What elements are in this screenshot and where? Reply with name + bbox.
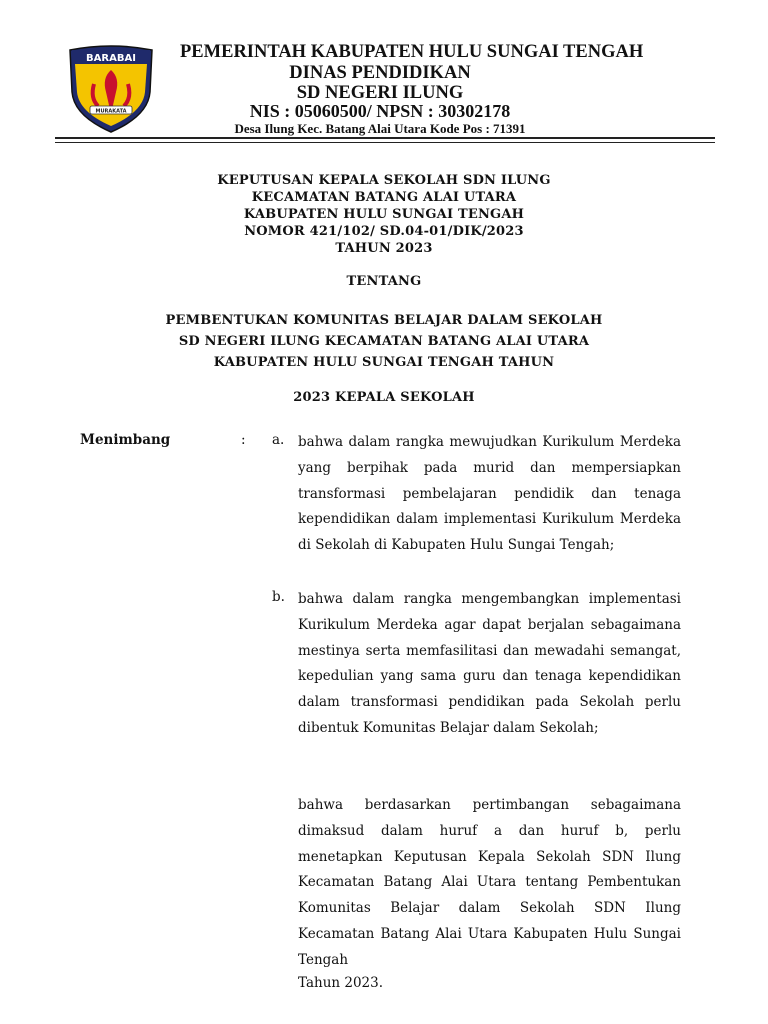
item-b-text: bahwa dalam rangka mengembangkan implementasi Kurikulum Merdeka agar dapat berjalan sebagaimana mestinya serta memfasilitasi dan mewadahi semangat, kepedulian yang sama guru dan tenaga kependidikan dalam transformasi pendidikan pada Sekolah perlu dibentuk Komunitas Belajar dalam Sekolah; (298, 591, 681, 736)
item-c-tail: Tahun 2023. (298, 975, 384, 991)
barabai-logo (64, 44, 158, 134)
decree-subject-line4: 2023 KEPALA SEKOLAH (293, 390, 475, 405)
item-a-text: bahwa dalam rangka mewujudkan Kurikulum Merdeka yang berpihak pada murid dan mempersiapkan transformasi pembelajaran pendidik dan tenaga kependidikan dalam implementasi Kurikulum Merdeka di Sekolah di Kabupaten Hulu Sungai Tengah; (298, 434, 681, 554)
decree-tentang: TENTANG (346, 274, 422, 289)
decree-title-line3: KABUPATEN HULU SUNGAI TENGAH (243, 207, 525, 222)
menimbang-colon: : (241, 432, 246, 448)
letterhead-address: Desa Ilung Kec. Batang Alai Utara Kode Pos : 71391 (234, 121, 526, 136)
letterhead-rule-thick (55, 137, 715, 139)
letterhead-agency: DINAS PENDIDIKAN (289, 63, 471, 83)
menimbang-label: Menimbang (80, 432, 171, 448)
decree-subject-line2: SD NEGERI ILUNG KECAMATAN BATANG ALAI UTARA (178, 334, 590, 349)
item-c-text: bahwa berdasarkan pertimbangan sebagaimana dimaksud dalam huruf a dan huruf b, perlu menetapkan Keputusan Kepala Sekolah SDN Ilung Kecamatan Batang Alai Utara tentang Pembentukan Komunitas Belajar dalam Sekolah SDN Ilung Kecamatan Batang Alai Utara Kabupaten Hulu Sungai Tengah (298, 797, 681, 968)
decree-number: NOMOR 421/102/ SD.04-01/DIK/2023 (244, 224, 524, 239)
letterhead-school: SD NEGERI ILUNG (296, 83, 464, 103)
letterhead-government: PEMERINTAH KABUPATEN HULU SUNGAI TENGAH (180, 42, 644, 62)
decree-subject-line1: PEMBENTUKAN KOMUNITAS BELAJAR DALAM SEKOLAH (165, 313, 603, 328)
decree-year: TAHUN 2023 (335, 241, 433, 256)
decree-title-line2: KECAMATAN BATANG ALAI UTARA (251, 190, 517, 205)
letterhead-ids: NIS : 05060500/ NPSN : 30302178 (249, 101, 511, 121)
decree-subject-line3: KABUPATEN HULU SUNGAI TENGAH TAHUN (213, 355, 555, 370)
logo-ribbon: MURAKATA (95, 108, 127, 115)
letterhead-rule-thin (55, 142, 715, 143)
logo-text: BARABAI (86, 53, 136, 64)
item-b-marker: b. (272, 589, 285, 605)
item-a-marker: a. (272, 432, 285, 448)
decree-title-line1: KEPUTUSAN KEPALA SEKOLAH SDN ILUNG (217, 173, 551, 188)
